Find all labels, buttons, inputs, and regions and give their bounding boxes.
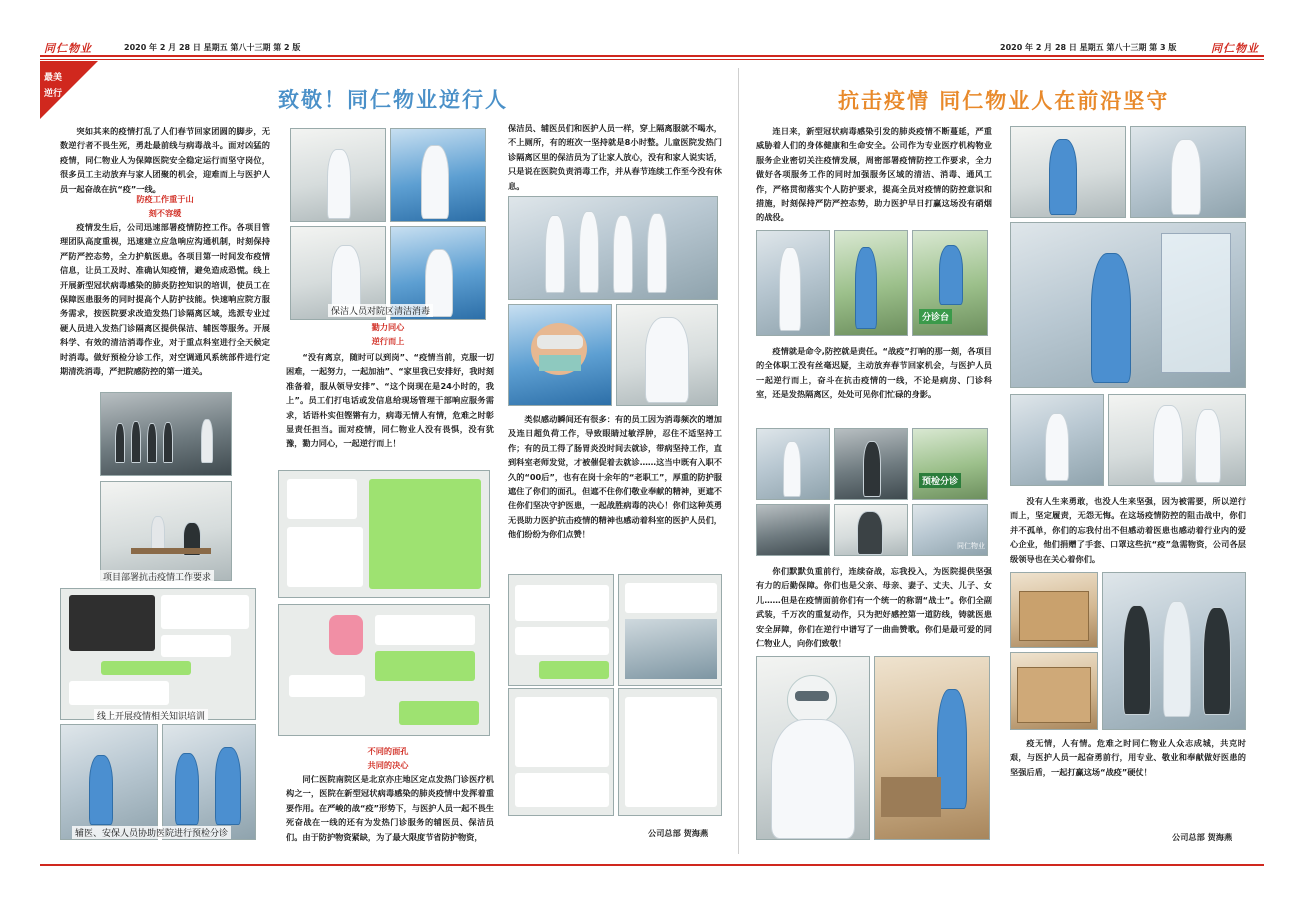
photo-meeting-1 [100,392,232,476]
subhead-1 [60,192,270,220]
caption-triage: 辅医、安保人员协助医院进行预检分诊 [72,826,231,839]
photo-right-grid-2 [834,428,908,500]
subhead-2-line1: 勠力同心 [371,322,405,332]
right-para-2: 疫情就是命令,防控就是责任。“战疫”打响的那一刻，各项目的全体职工没有丝毫迟疑，主动放弃春节回家机会，与医护人员一起逆行而上，奋斗在抗击疫情的一线，不论是病房、门诊科室，还是发热隔离区，处处可见你们忙碌的身影。 [756,346,992,400]
photo-right-triage-desk [912,230,988,336]
photo-right-nurse-station [874,656,990,840]
corner-tag-line1: 最美 [44,73,63,83]
photo-triage-1 [60,724,158,840]
left-para-2: “没有离京，随时可以到岗”、“疫情当前，克服一切困难，一起努力，一起加油”、“家里我已安排好，我时刻准备着，服从领导安排”、“这个岗现在是24小时的，我上”。员工们打电话或发信息给现场管理干部响应服务需求，话语朴实但铿锵有力，病毒无情人有情，危难之时彰显责任担当。面对疫情，同仁物业人没有畏惧，没有犹豫，勠力同心，一起逆行而上！ [286,352,494,449]
watermark: 同仁物业 [957,542,985,550]
header-rule [40,55,1264,57]
right-para-1: 连日来，新型冠状病毒感染引发的肺炎疫情不断蔓延，严重威胁着人们的身体健康和生命安全。公司作为专业医疗机构物业服务企业密切关注疫情发展，周密部署疫情防控工作要求，全力做好各项服务工作的同时加强服务区域的清洁、消毒、通风工作，严格贯彻落实个人防护要求，提高全员对疫情的防控意识和措施，时刻保持严防严控态势，助力医护早日打赢这场没有硝烟的战役。 [756,126,992,223]
caption-training: 线上开展疫情相关知识培训 [94,709,208,722]
corner-tag-line2: 逆行 [44,89,63,99]
screenshot-chat-5 [508,688,614,816]
photo-meeting-2 [100,481,232,581]
left-para-1: 疫情发生后，公司迅速部署疫情防控工作。各项目管理团队高度重视，迅速建立应急响应沟通机制，时刻保持严防严控态势，全力护航医患。各项目第一时间发布疫情信息，让员工及时、准确认知疫情，避免造成恐慌。线上开展新型冠状病毒感染的肺炎防控知识的培训，使员工在保障医患服务的同时提高个人防护技能。快速响应院方服务需求，按医院要求改造发热门诊隔离区域，选派专业过硬人员进入发热门诊隔离区提供保洁、辅医等服务。开展科学、有效的清洁消毒作业，对于重点科室进行全天候定时消毒。做好预检分诊工作，对空调通风系统部件进行定期清洗消毒，严把院感防控的第一道关。 [60,222,270,377]
photo-right-window-cleaning [1010,222,1246,388]
subhead-1-line1: 防疫工作重于山 [136,194,194,204]
right-para-5: 疫无情，人有情。危难之时同仁物业人众志成城，共克时艰，与医护人员一起奋勇前行，用专业、敬业和奉献做好医患的坚强后盾，一起打赢这场“战疫”硬仗！ [1010,738,1246,777]
subhead-1-line2: 刻不容缓 [148,208,182,218]
photo-triage-2 [162,724,256,840]
photo-right-corridor [1010,394,1104,486]
screenshot-chat-1 [278,470,490,598]
photo-cleaning-1 [290,128,386,222]
photo-worker-suit [616,304,718,406]
subhead-3 [290,744,486,772]
photo-worker-goggles [508,304,612,406]
left-signature: 公司总部 贺海燕 [648,828,709,838]
subhead-2-line2: 逆行而上 [371,336,405,346]
photo-right-grid-4 [756,504,830,556]
photo-right-donations-2 [1010,652,1098,730]
left-para-3: 同仁医院南院区是北京亦庄地区定点发热门诊医疗机构之一，医院在新型冠状病毒感染的肺炎疫情中发挥着重要作用。在严峻的战“疫”形势下，与医护人员一起不畏生死奋战在一线的还有为发热门诊服务的辅医员、保洁员们。由于防护物资紧缺，为了最大限度节省防护物资， [286,774,494,842]
right-logo: 同仁物业 [1211,42,1259,55]
footer-rule [40,864,1264,866]
corner-tag [44,70,62,102]
subhead-2 [290,320,486,348]
photo-right-grid-5 [834,504,908,556]
right-page-title: 抗击疫情 同仁物业人在前沿坚守 [838,88,1170,113]
photo-right-suit-portrait [756,656,870,840]
left-para-5: 类似感动瞬间还有很多：有的员工因为消毒频次的增加及连日超负荷工作，导致眼睛过敏浮肿，忍住不适坚持工作；有的员工得了肠胃炎没时间去就诊，带病坚持工作，直到科室老师发觉，才被催促着去就诊……这当中既有入职不久的“00后”，也有在岗十余年的“老职工”，厚重的防护服遮住了你们的面孔，但遮不住你们敬业奉献的精神，更遮不住你们坚决守护医患，一起战胜病毒的决心！你们这种英勇无畏助力医护抗击疫情的精神也感动着科室的医护人员们，他们纷纷为你们点赞！ [508,414,722,540]
right-para-3: 没有人生来勇敢，也没人生来坚强，因为被需要，所以逆行而上，坚定履责，无怨无悔。在这场疫情防控的阻击战中，你们并不孤单，你们的忘我付出不但感动着医患也感动着行业内的爱心企业，他们捐赠了手套、口罩这些抗“疫”急需物资，公司各层级领导也在关心着你们。 [1010,496,1246,564]
photo-right-grid-6 [912,504,988,556]
photo-right-donations-1 [1010,572,1098,648]
photo-right-leaders [1102,572,1246,730]
left-page-date: 2020 年 2 月 28 日 星期五 第八十三期 第 2 版 [124,43,301,52]
photo-right-mopping [834,230,908,336]
right-page-date: 2020 年 2 月 28 日 星期五 第八十三期 第 3 版 [1000,43,1177,52]
photo-right-disinfect-1 [756,230,830,336]
screenshot-chat-6 [618,688,722,816]
photo-team-suits [508,196,718,300]
sign-pre-triage: 预检分诊 [919,473,961,488]
left-page-title: 致敬！同仁物业逆行人 [278,87,508,112]
caption-cleaning: 保洁人员对院区清洁消毒 [328,304,433,317]
screenshot-online-training [60,588,256,720]
screenshot-chat-2 [278,604,490,736]
photo-right-top-1 [1010,126,1126,218]
left-intro: 突如其来的疫情打乱了人们春节回家团圆的脚步，无数逆行者不畏生死，勇赴最前线与病毒战斗。面对凶猛的疫情，同仁物业人为保障医院安全稳定运行而坚守岗位，很多员工主动放弃与家人团聚的机会，迎难而上与医护人员一起奋战在抗“疫”一线。 [60,126,270,194]
sign-triage-desk: 分诊台 [919,309,952,324]
screenshot-chat-4 [618,574,722,686]
left-logo: 同仁物业 [44,42,92,55]
subhead-3-line1: 不同的面孔 [367,746,409,756]
subhead-3-line2: 共同的决心 [367,760,409,770]
photo-cleaning-2 [390,128,486,222]
left-para-4: 保洁员、辅医员们和医护人员一样，穿上隔离服就不喝水，不上厕所，有的班次一坚持就是8小时整。儿童医院发热门诊隔离区里的保洁员为了让家人放心，没有和家人说实话，只是说在医院负责消毒工作，并从春节连续工作至今没有休息。 [508,123,722,191]
right-para-4: 你们默默负重前行，连续奋战，忘我投入，为医院提供坚强有力的后勤保障。你们也是父亲、母亲、妻子、丈夫、儿子、女儿……但是在疫情面前你们有一个统一的称谓“战士”。你们全副武装，千万次的重复动作，只为把好感控第一道防线，铸就医患安全屏障，你们在逆行中谱写了一曲曲赞歌。你们是最可爱的同仁物业人，向你们致敬！ [756,566,992,649]
photo-right-grid-3 [912,428,988,500]
page-divider [738,68,739,854]
photo-right-grid-1 [756,428,830,500]
caption-meeting: 项目部署抗击疫情工作要求 [100,570,214,583]
screenshot-chat-3 [508,574,614,686]
photo-right-ward [1108,394,1246,486]
photo-right-top-2 [1130,126,1246,218]
header-rule-thin [40,59,1264,60]
right-signature: 公司总部 贺海燕 [1172,832,1233,842]
